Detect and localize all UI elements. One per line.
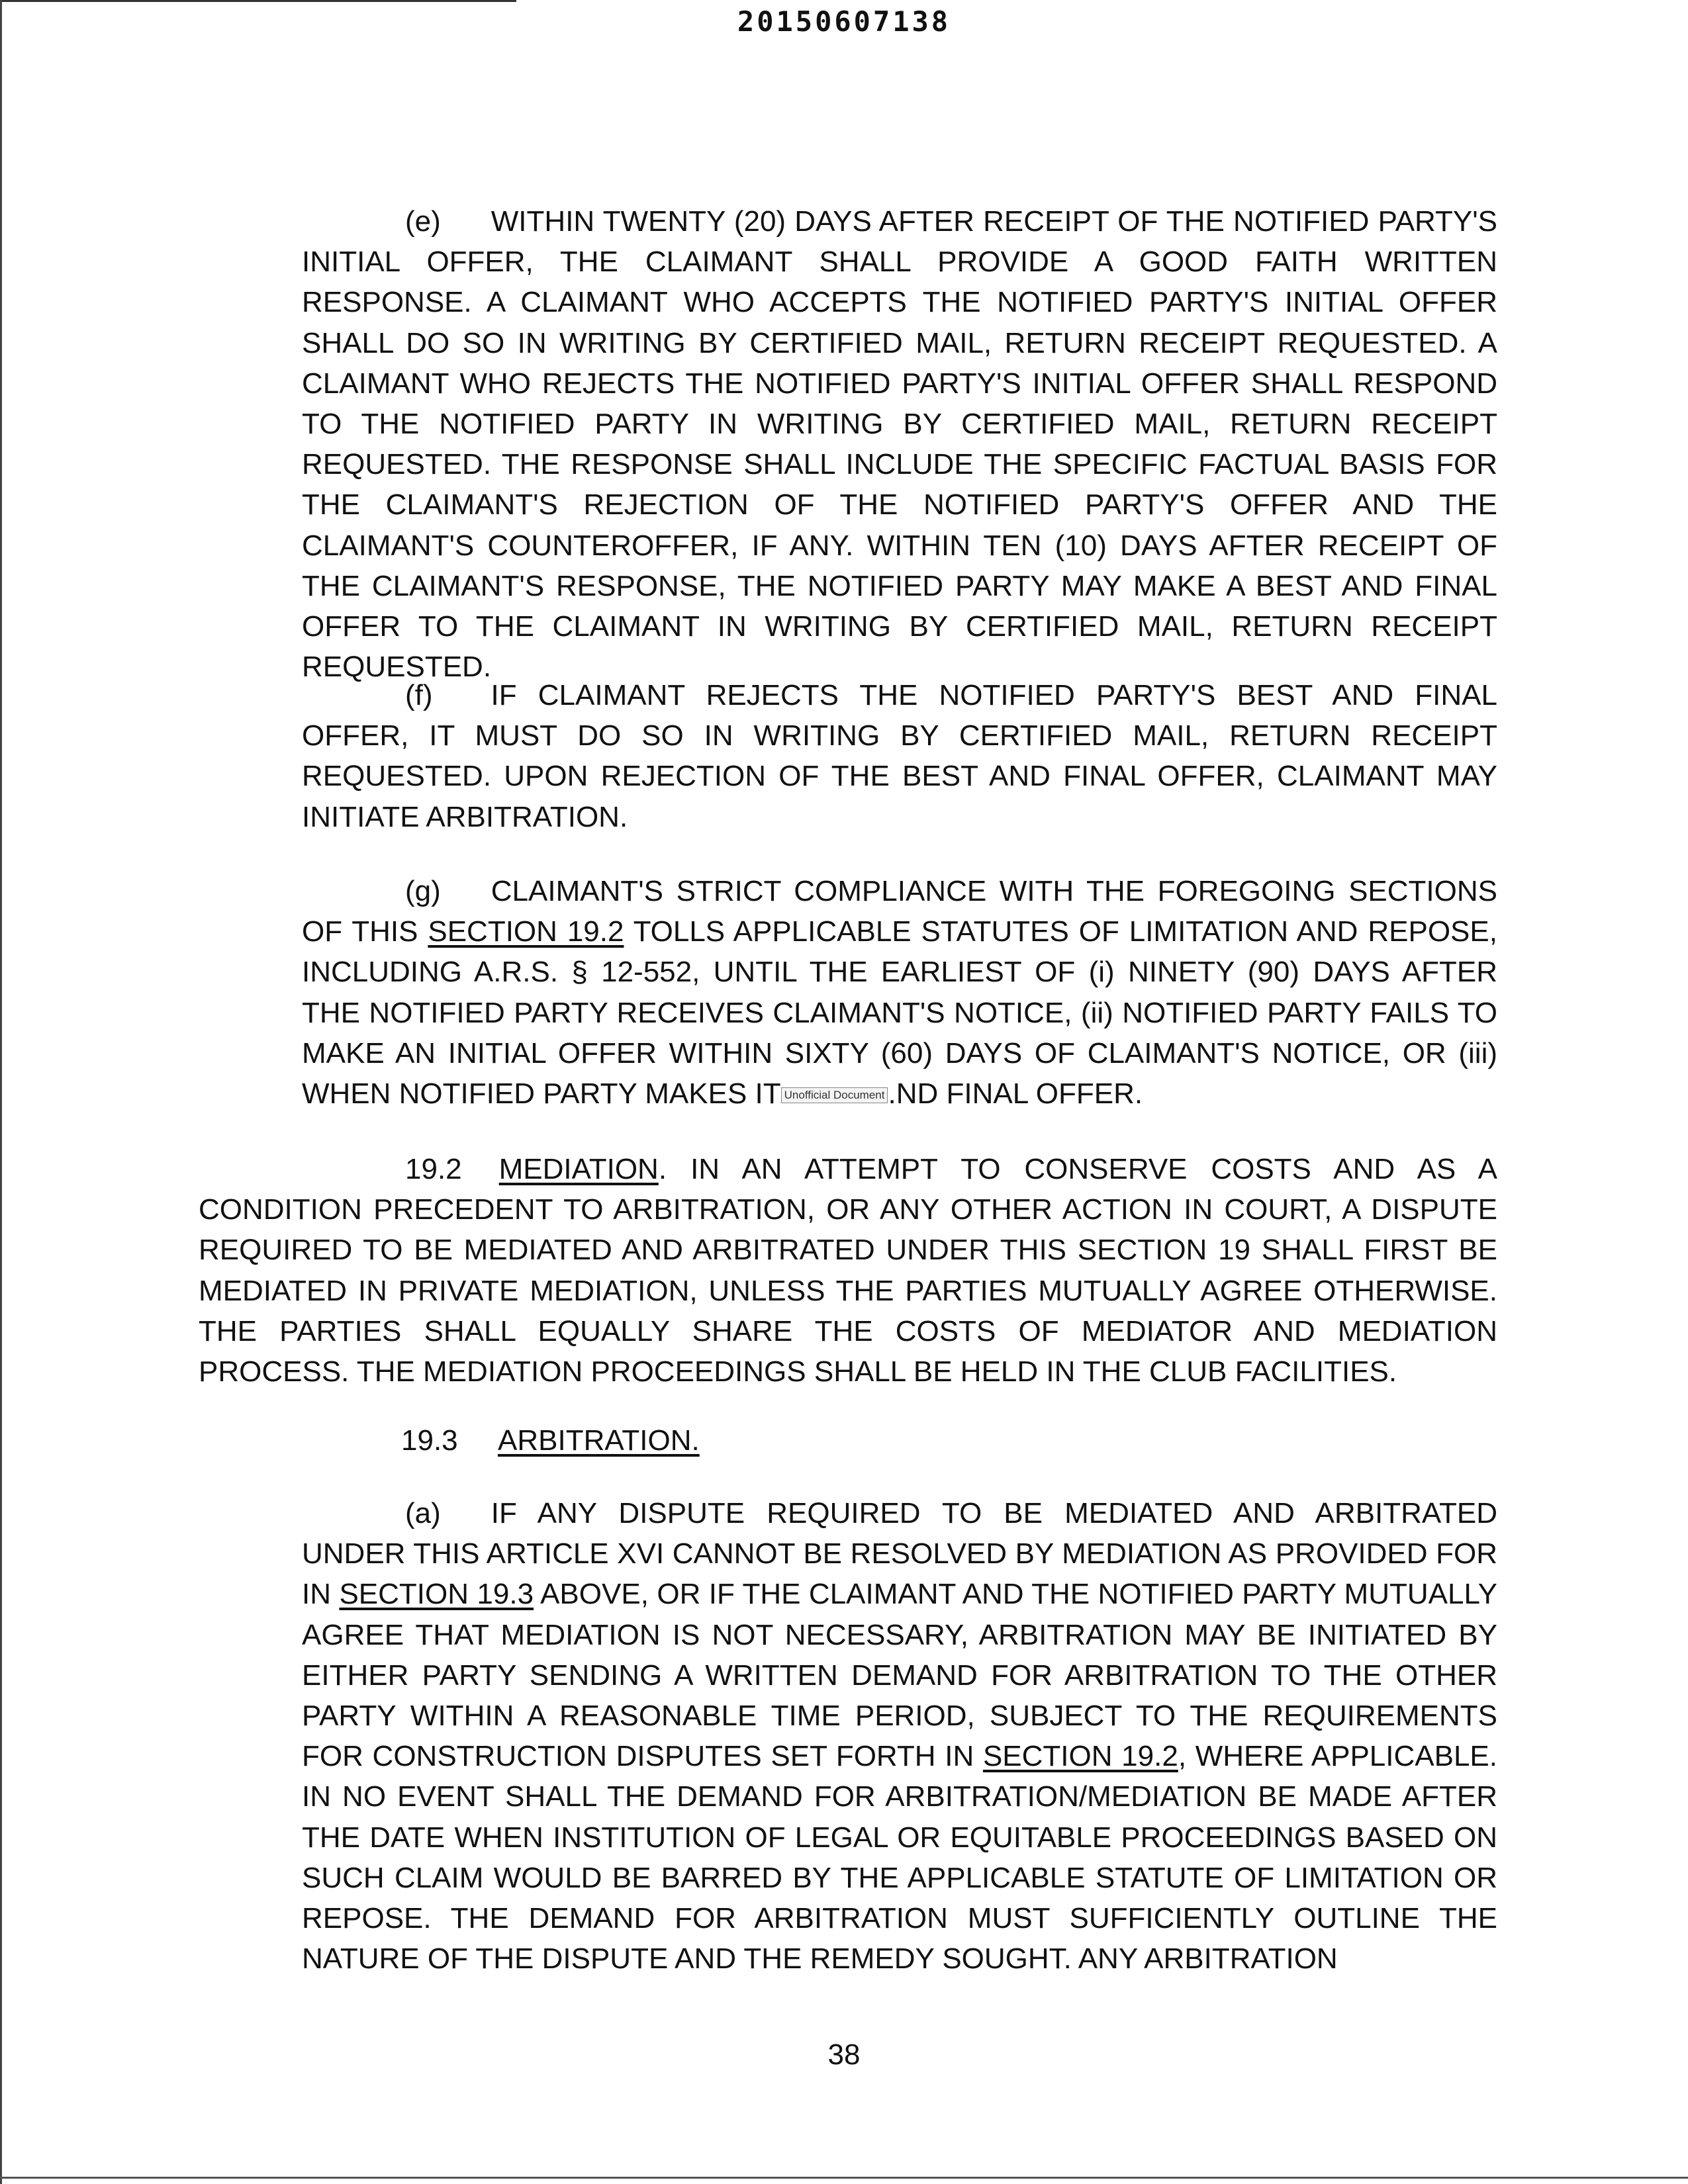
section-19-2-mediation (199, 1149, 1497, 1392)
section-19-2-title-punct: . (658, 1153, 667, 1185)
paragraph-a-text-2: ABOVE, OR IF THE CLAIMANT AND THE NOTIFIED PARTY MUTUALLY AGREE THAT MEDIATION IS NOT NECESSARY, ARBITRATION MAY BE INITIATED BY EITHER PARTY SENDING A WRITTEN DEMAND FOR ARBITRATION TO THE OTHER PARTY WITHIN A REASONABLE TIME PERIOD, SUBJECT TO THE REQUIREMENTS FOR CONSTRUCTION DISPUTES SET FORTH IN (302, 1578, 1498, 1773)
bottom-scan-rule (0, 2177, 1688, 2179)
section-19-2-number: 19.2 (405, 1153, 462, 1185)
top-scan-rule (0, 0, 516, 2)
paragraph-a (302, 1493, 1497, 1979)
section-19-2-title: MEDIATION (498, 1153, 659, 1185)
paragraph-g-label: (g) (405, 875, 441, 907)
paragraph-a-text-1: IF ANY DISPUTE REQUIRED TO BE MEDIATED AND ARBITRATED UNDER THIS ARTICLE XVI CANNOT BE RESOLVED BY MEDIATION AS PROVIDED FOR IN (302, 1497, 1497, 1611)
left-scan-edge (0, 0, 2, 2184)
paragraph-e-label: (e) (405, 205, 441, 238)
paragraph-g-text-2: TOLLS APPLICABLE STATUTES OF LIMITATION AND REPOSE, INCLUDING A.R.S. § 12-552, UNTIL THE EARLIEST OF (i) NINETY (90) DAYS AFTER THE NOTIFIED PARTY RECEIVES CLAIMANT'S NOTICE, (ii) NOTIFIED PARTY FAILS TO MAKE AN INITIAL OFFER WITHIN SIXTY (60) DAYS OF CLAIMANT'S NOTICE, OR (iii) WHEN NOTIFIED PARTY MAKES IT (302, 915, 1497, 1111)
section-19-3-reference[interactable]: SECTION 19.3 (339, 1578, 534, 1611)
paragraph-e-text: WITHIN TWENTY (20) DAYS AFTER RECEIPT OF THE NOTIFIED PARTY'S INITIAL OFFER, THE CLAIMANT SHALL PROVIDE A GOOD FAITH WRITTEN RESPONSE. A CLAIMANT WHO ACCEPTS THE NOTIFIED PARTY'S INITIAL OFFER SHALL DO SO IN WRITING BY CERTIFIED MAIL, RETURN RECEIPT REQUESTED. A CLAIMANT WHO REJECTS THE NOTIFIED PARTY'S INITIAL OFFER SHALL RESPOND TO THE NOTIFIED PARTY IN WRITING BY CERTIFIED MAIL, RETURN RECEIPT REQUESTED. THE RESPONSE SHALL INCLUDE THE SPECIFIC FACTUAL BASIS FOR THE CLAIMANT'S REJECTION OF THE NOTIFIED PARTY'S OFFER AND THE CLAIMANT'S COUNTEROFFER, IF ANY. WITHIN TEN (10) DAYS AFTER RECEIPT OF THE CLAIMANT'S RESPONSE, THE NOTIFIED PARTY MAY MAKE A BEST AND FINAL OFFER TO THE CLAIMANT IN WRITING BY CERTIFIED MAIL, RETURN RECEIPT REQUESTED. (302, 205, 1497, 684)
page-number: 38 (827, 2038, 861, 2071)
section-19-2-reference[interactable]: SECTION 19.2 (428, 915, 624, 948)
document-number: 20150607138 (737, 5, 951, 38)
paragraph-g-text-1: CLAIMANT'S STRICT COMPLIANCE WITH THE FOREGOING SECTIONS OF THIS (302, 875, 1497, 948)
unofficial-document-watermark: Unofficial Document (781, 1087, 888, 1103)
paragraph-a-text-3: , WHERE APPLICABLE. IN NO EVENT SHALL THE DEMAND FOR ARBITRATION/MEDIATION BE MADE AFTER THE DATE WHEN INSTITUTION OF LEGAL OR EQUITABLE PROCEEDINGS BASED ON SUCH CLAIM WOULD BE BARRED BY THE APPLICABLE STATUTE OF LIMITATION OR REPOSE. THE DEMAND FOR ARBITRATION MUST SUFFICIENTLY OUTLINE THE NATURE OF THE DISPUTE AND THE REMEDY SOUGHT. ANY ARBITRATION (302, 1740, 1498, 1976)
paragraph-a-label: (a) (405, 1497, 441, 1529)
paragraph-f-text: IF CLAIMANT REJECTS THE NOTIFIED PARTY'S BEST AND FINAL OFFER, IT MUST DO SO IN WRITING BY CERTIFIED MAIL, RETURN RECEIPT REQUESTED. UPON REJECTION OF THE BEST AND FINAL OFFER, CLAIMANT MAY INITIATE ARBITRATION. (302, 679, 1497, 833)
paragraph-g (302, 871, 1497, 1114)
paragraph-g-text-3: .ND FINAL OFFER. (888, 1077, 1143, 1111)
section-19-2-text: IN AN ATTEMPT TO CONSERVE COSTS AND AS A CONDITION PRECEDENT TO ARBITRATION, OR ANY OTHER ACTION IN COURT, A DISPUTE REQUIRED TO BE MEDIATED AND ARBITRATED UNDER THIS SECTION 19 SHALL FIRST BE MEDIATED IN PRIVATE MEDIATION, UNLESS THE PARTIES MUTUALLY AGREE OTHERWISE. THE PARTIES SHALL EQUALLY SHARE THE COSTS OF MEDIATOR AND MEDIATION PROCESS. THE MEDIATION PROCEEDINGS SHALL BE HELD IN THE CLUB FACILITIES. (199, 1153, 1497, 1388)
section-19-3-heading (401, 1420, 700, 1461)
section-19-3-number: 19.3 (401, 1424, 458, 1457)
paragraph-f-label: (f) (405, 679, 433, 711)
section-19-3-title: ARBITRATION. (498, 1424, 700, 1457)
paragraph-f (302, 675, 1497, 837)
paragraph-e (302, 201, 1497, 687)
section-19-2-reference-2[interactable]: SECTION 19.2 (982, 1740, 1178, 1773)
